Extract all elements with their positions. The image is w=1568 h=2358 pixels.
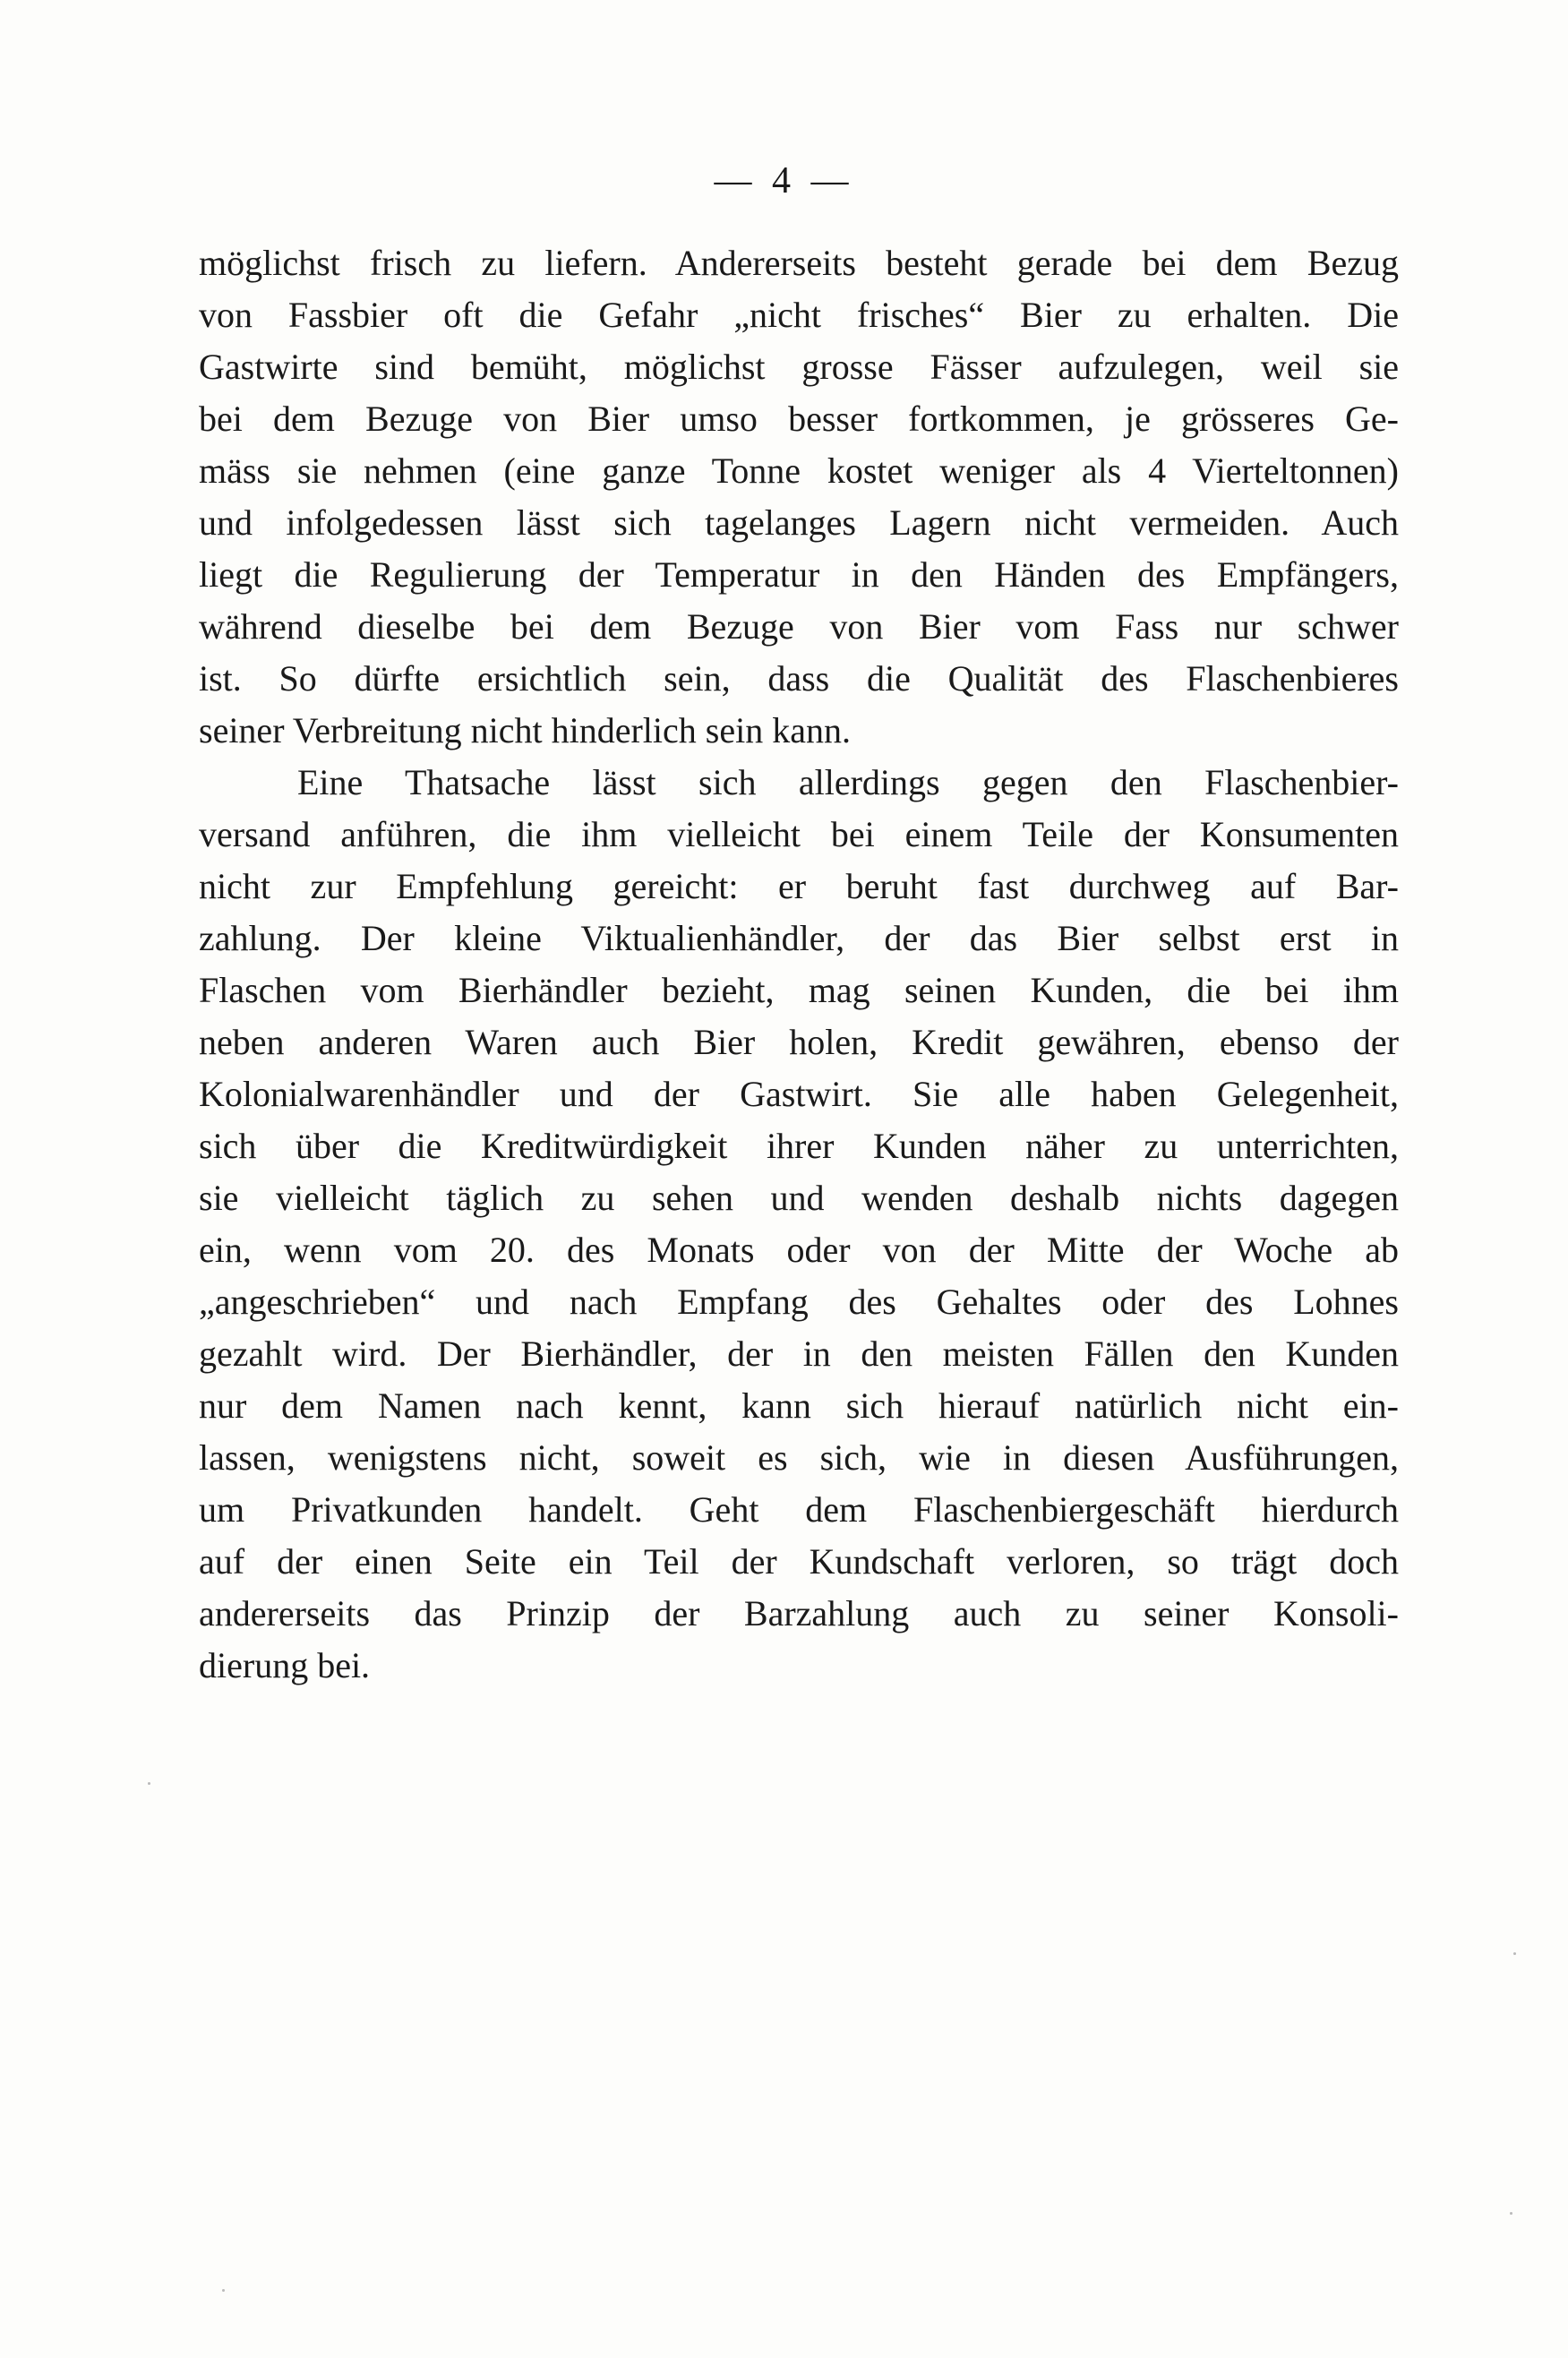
text-line: Flaschen vom Bierhändler bezieht, mag seinen Kunden, die bei ihm (199, 970, 1399, 1010)
text-line: ein, wenn vom 20. des Monats oder von der Mitte der Woche ab (199, 1230, 1399, 1270)
text-line: und infolgedessen lässt sich tagelanges Lagern nicht vermeiden. Auch (199, 502, 1399, 543)
text-line: andererseits das Prinzip der Barzahlung auch zu seiner Konsoli- (199, 1593, 1399, 1633)
text-line: liegt die Regulierung der Temperatur in den Händen des Empfängers, (199, 554, 1399, 595)
text-line: auf der einen Seite ein Teil der Kundschaft verloren, so trägt doch (199, 1541, 1399, 1582)
text-line: Gastwirte sind bemüht, möglichst grosse Fässer aufzulegen, weil sie (199, 347, 1399, 387)
text-line: von Fassbier oft die Gefahr „nicht frisches“ Bier zu erhalten. Die (199, 295, 1399, 335)
text-line: versand anführen, die ihm vielleicht bei einem Teile der Konsumenten (199, 814, 1399, 854)
paper-speck (222, 2289, 225, 2292)
text-line: möglichst frisch zu liefern. Andererseits besteht gerade bei dem Bezug (199, 243, 1399, 283)
text-line: „angeschrieben“ und nach Empfang des Gehaltes oder des Lohnes (199, 1282, 1399, 1322)
text-line: Kolonialwarenhändler und der Gastwirt. Sie alle haben Gelegenheit, (199, 1074, 1399, 1114)
text-line: nicht zur Empfehlung gereicht: er beruht fast durchweg auf Bar- (199, 866, 1399, 906)
text-line: während dieselbe bei dem Bezuge von Bier vom Fass nur schwer (199, 606, 1399, 647)
paper-speck (1513, 1952, 1516, 1955)
text-line: dierung bei. (199, 1645, 371, 1685)
text-line: zahlung. Der kleine Viktualienhändler, der das Bier selbst erst in (199, 918, 1399, 958)
text-line: seiner Verbreitung nicht hinderlich sein kann. (199, 710, 851, 750)
text-line: sich über die Kreditwürdigkeit ihrer Kunden näher zu unterrichten, (199, 1126, 1399, 1166)
text-line: gezahlt wird. Der Bierhändler, der in den meisten Fällen den Kunden (199, 1333, 1399, 1374)
text-line: mäss sie nehmen (eine ganze Tonne kostet weniger als 4 Vierteltonnen) (199, 450, 1399, 491)
body-text (199, 237, 1399, 1692)
text-line: Eine Thatsache lässt sich allerdings gegen den Flaschenbier- (297, 762, 1399, 802)
text-line: nur dem Namen nach kennt, kann sich hierauf natürlich nicht ein- (199, 1385, 1399, 1426)
text-line: um Privatkunden handelt. Geht dem Flaschenbiergeschäft hierdurch (199, 1489, 1399, 1530)
text-line: ist. So dürfte ersichtlich sein, dass die Qualität des Flaschenbieres (199, 658, 1399, 699)
text-line: bei dem Bezuge von Bier umso besser fortkommen, je grösseres Ge- (199, 399, 1399, 439)
text-line: lassen, wenigstens nicht, soweit es sich, wie in diesen Ausführungen, (199, 1437, 1399, 1478)
paper-speck (148, 1782, 150, 1785)
paragraph-2 (199, 757, 1399, 1692)
text-line: neben anderen Waren auch Bier holen, Kredit gewähren, ebenso der (199, 1022, 1399, 1062)
paragraph-1 (199, 237, 1399, 757)
text-line: sie vielleicht täglich zu sehen und wenden deshalb nichts dagegen (199, 1178, 1399, 1218)
page-number: — 4 — (714, 160, 854, 202)
paper-speck (1510, 2212, 1512, 2215)
